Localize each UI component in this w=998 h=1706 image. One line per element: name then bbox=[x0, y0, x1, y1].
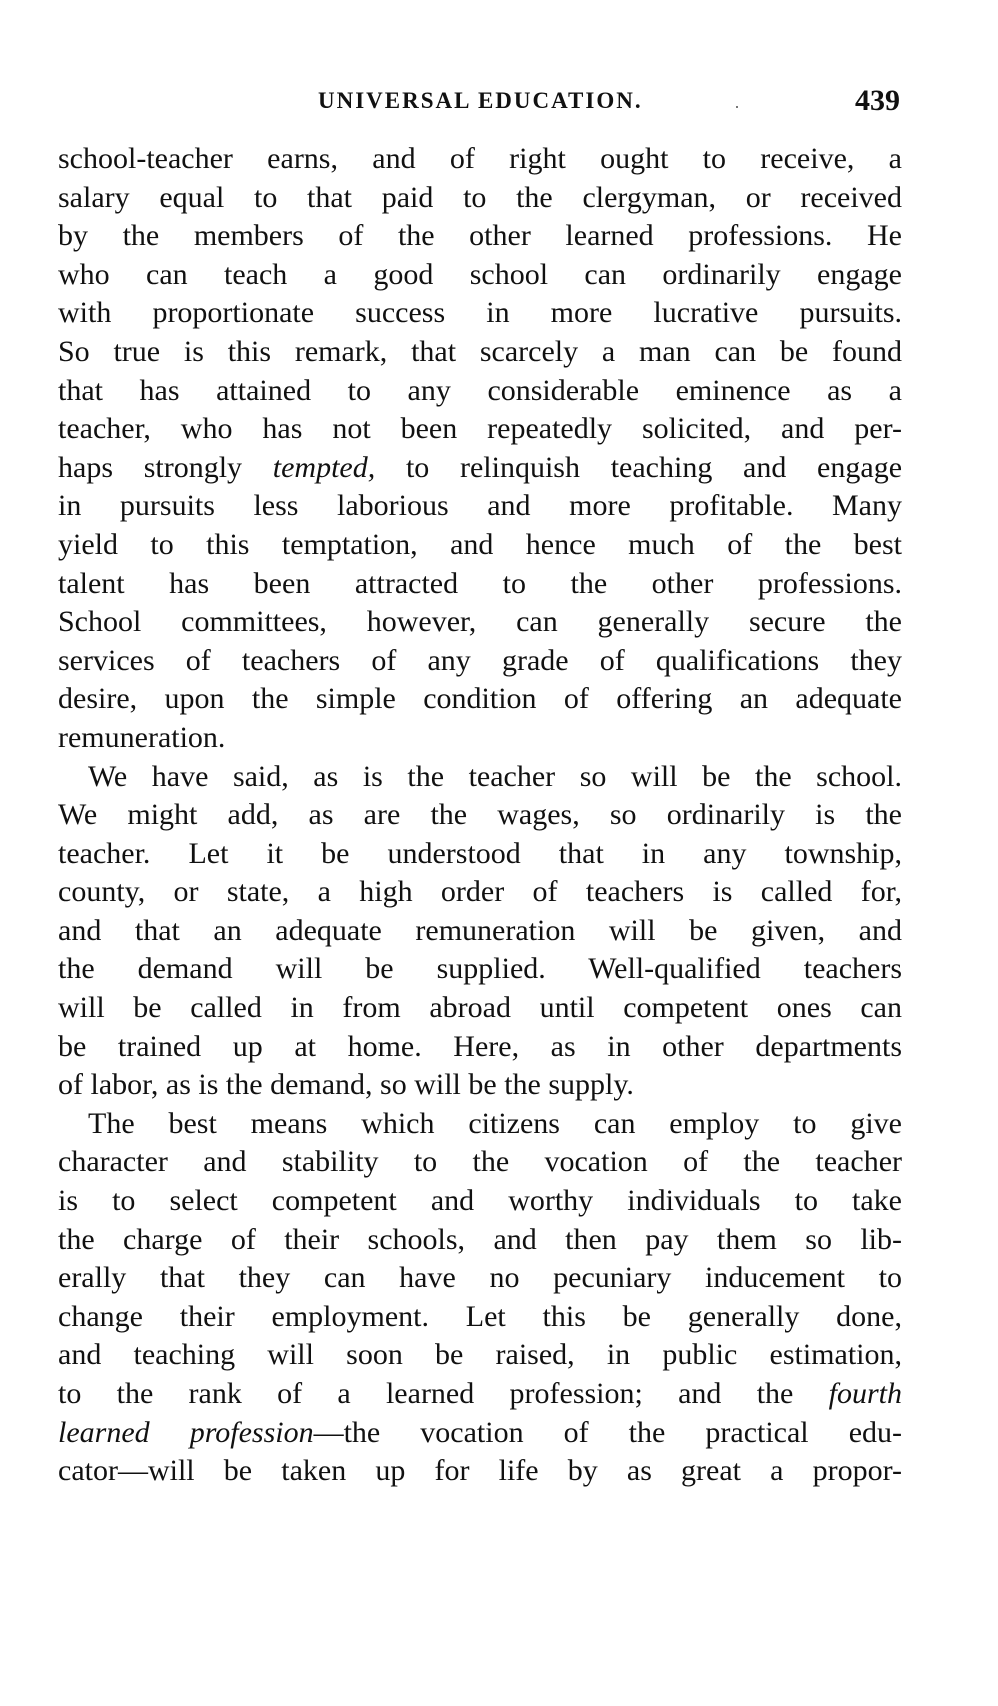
text-line: services of teachers of any grade of qualifications they bbox=[58, 643, 902, 677]
text-line bbox=[58, 1375, 902, 1414]
text-line: change their employment. Let this be generally done, bbox=[58, 1299, 902, 1333]
text-line: So true is this remark, that scarcely a man can be found bbox=[58, 334, 902, 368]
text-line: The best means which citizens can employ to give bbox=[88, 1106, 902, 1140]
text-line: that has attained to any considerable eminence as a bbox=[58, 373, 902, 407]
text-line: and teaching will soon be raised, in public estimation, bbox=[58, 1338, 902, 1372]
text-line: school-teacher earns, and of right ought to receive, a bbox=[58, 142, 902, 175]
line-text: to the rank of a learned profession; and the bbox=[58, 1377, 829, 1410]
italic-text: learned profession bbox=[58, 1415, 314, 1449]
line-text: —the vocation of the practical edu- bbox=[313, 1415, 902, 1449]
text-line: desire, upon the simple condition of offering an adequate bbox=[58, 682, 902, 716]
text-line: the demand will be supplied. Well-qualified teachers bbox=[58, 952, 902, 986]
text-line: in pursuits less laborious and more profitable. Many bbox=[58, 489, 902, 523]
text-line bbox=[58, 1414, 902, 1453]
text-line: by the members of the other learned professions. He bbox=[58, 219, 902, 253]
running-head bbox=[60, 84, 900, 128]
text-line: who can teach a good school can ordinarily engage bbox=[58, 257, 902, 291]
text-line: and that an adequate remuneration will be given, and bbox=[58, 913, 902, 947]
text-line: We have said, as is the teacher so will be the school. bbox=[88, 759, 902, 793]
text-line: cator—will be taken up for life by as great a propor- bbox=[58, 1454, 902, 1488]
text-line: teacher, who has not been repeatedly solicited, and per- bbox=[58, 412, 902, 446]
text-line: erally that they can have no pecuniary inducement to bbox=[58, 1261, 902, 1295]
text-line: will be called in from abroad until competent ones can bbox=[58, 991, 902, 1025]
text-line: county, or state, a high order of teachers is called for, bbox=[58, 875, 902, 909]
body-text bbox=[58, 140, 902, 1491]
print-speck bbox=[736, 106, 738, 108]
running-title: UNIVERSAL EDUCATION. bbox=[318, 88, 643, 113]
text-line: We might add, as are the wages, so ordinarily is the bbox=[58, 798, 902, 832]
text-line: be trained up at home. Here, as in other departments bbox=[58, 1029, 902, 1063]
paragraph bbox=[58, 758, 902, 1105]
italic-text: fourth bbox=[828, 1377, 902, 1410]
text-line: remuneration. bbox=[58, 720, 226, 754]
line-text: haps strongly bbox=[58, 450, 273, 484]
text-line: of labor, as is the demand, so will be the supply. bbox=[58, 1068, 634, 1102]
text-line: teacher. Let it be understood that in any township, bbox=[58, 836, 902, 870]
text-line bbox=[58, 449, 902, 488]
paragraph bbox=[58, 140, 902, 758]
text-line: is to select competent and worthy individuals to take bbox=[58, 1184, 902, 1218]
text-line: talent has been attracted to the other professions. bbox=[58, 566, 902, 600]
paragraph bbox=[58, 1105, 902, 1491]
italic-text: tempted, bbox=[272, 450, 376, 484]
line-text: to relinquish teaching and engage bbox=[375, 450, 903, 484]
text-line: the charge of their schools, and then pay them so lib- bbox=[58, 1222, 902, 1256]
page-number: 439 bbox=[855, 84, 900, 117]
text-line: School committees, however, can generally secure the bbox=[58, 605, 902, 639]
text-line: with proportionate success in more lucrative pursuits. bbox=[58, 296, 902, 330]
text-line: character and stability to the vocation of the teacher bbox=[58, 1145, 902, 1179]
text-line: yield to this temptation, and hence much of the best bbox=[58, 527, 902, 561]
text-line: salary equal to that paid to the clergyman, or received bbox=[58, 180, 902, 214]
